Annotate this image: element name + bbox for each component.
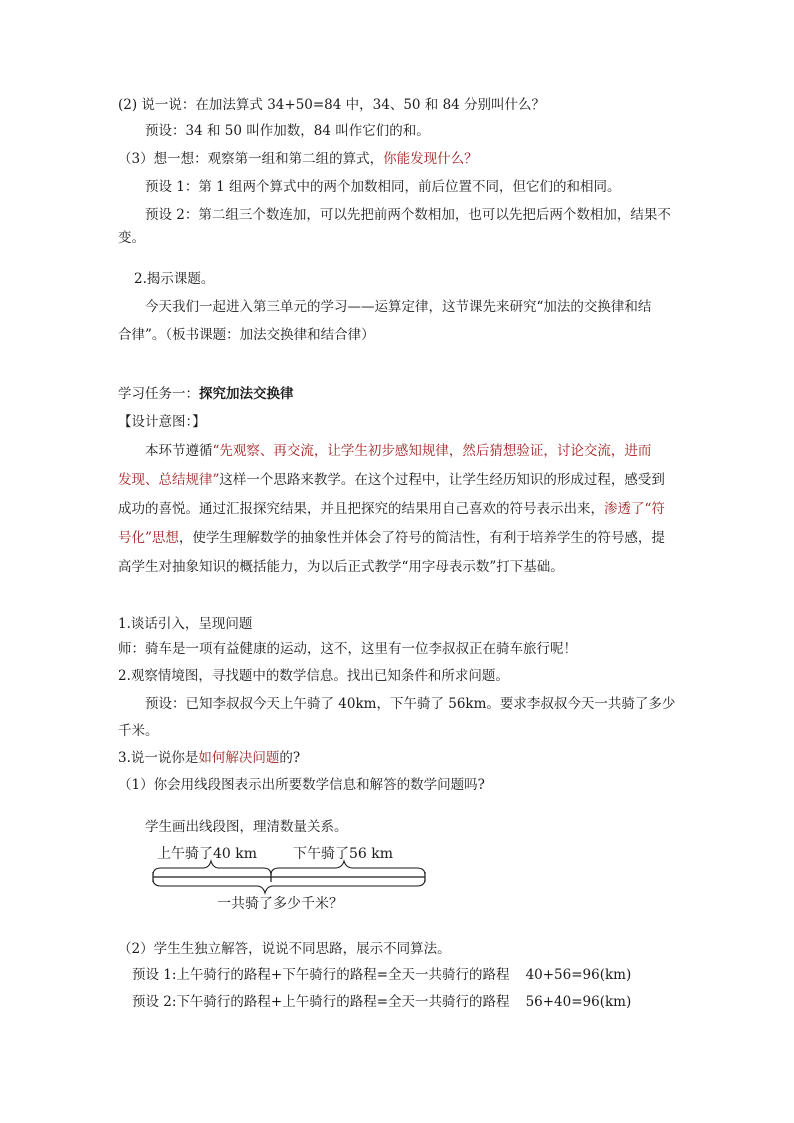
preset-1: 预设 1：第 1 组两个算式中的两个加数相同，前后位置不同，但它们的和相同。 bbox=[145, 179, 621, 195]
question-3 bbox=[118, 150, 478, 168]
reveal-line-2: 合律”。（板书课题：加法交换律和结合律） bbox=[118, 327, 375, 343]
intent-line-3 bbox=[118, 500, 665, 518]
task-heading bbox=[118, 385, 294, 403]
question-3-prefix: （3）想一想：观察第一组和第二组的算式， bbox=[118, 151, 384, 167]
question-3-highlight: 你能发现什么？ bbox=[383, 151, 478, 167]
diagram-total-label: 一共骑了多少千米？ bbox=[217, 896, 343, 912]
step-2: 2.观察情境图，寻找题中的数学信息。找出已知条件和所求问题。 bbox=[118, 668, 509, 684]
intent-highlight: 渗透了“符 bbox=[604, 501, 665, 517]
preset-2-line-2: 变。 bbox=[118, 230, 145, 246]
question-2: (2) 说一说：在加法算式 34+50=84 中，34、50 和 84 分别叫什么？ bbox=[118, 97, 546, 113]
afternoon-brace bbox=[271, 861, 425, 875]
question-2-answer: 预设：34 和 50 叫作加数，84 叫作它们的和。 bbox=[145, 123, 430, 139]
task-prefix: 学习任务一： bbox=[118, 386, 199, 402]
step-3-prefix: 3.说一说你是 bbox=[118, 750, 199, 766]
reveal-line-1: 今天我们一起进入第三单元的学习——运算定律，这节课先来研究“加法的交换律和结 bbox=[145, 299, 652, 315]
preset-a bbox=[132, 966, 631, 984]
step-3-question-2: （2）学生生独立解答，说说不同思路，展示不同算法。 bbox=[118, 941, 451, 957]
diagram-morning-label: 上午骑了40 km bbox=[157, 846, 258, 862]
step-1: 1.谈话引入，呈现问题 bbox=[118, 616, 253, 632]
line-segment-diagram bbox=[145, 835, 435, 915]
intent-line-1 bbox=[145, 442, 651, 460]
intent-text: 成功的喜悦。通过汇报探究结果，并且把探究的结果用自己喜欢的符号表示出来， bbox=[118, 501, 604, 517]
total-brace bbox=[153, 879, 425, 893]
task-title: 探究加法交换律 bbox=[199, 386, 294, 402]
step-2-preset-line-2: 千米。 bbox=[118, 723, 159, 739]
step-3-question-1: （1）你会用线段图表示出所要数学信息和解答的数学问题吗? bbox=[118, 777, 485, 793]
preset-b-formula: 56+40=96(km) bbox=[525, 994, 632, 1010]
preset-b-text: 预设 2:下午骑行的路程+上午骑行的路程=全天一共骑行的路程 bbox=[132, 994, 510, 1010]
step-2-preset-line-1: 预设：已知李叔叔今天上午骑了 40km，下午骑了 56km。要求李叔叔今天一共骑了多少 bbox=[145, 696, 676, 712]
preset-a-formula: 40+56=96(km) bbox=[525, 967, 632, 983]
morning-brace bbox=[153, 861, 271, 875]
diagram-afternoon-label: 下午骑了56 km bbox=[293, 846, 394, 862]
intent-line-4 bbox=[118, 529, 665, 547]
step-3-highlight: 如何解决问题 bbox=[198, 750, 280, 766]
intent-text: 这样一个思路来教学。在这个过程中，让学生经历知识的形成过程，感受到 bbox=[219, 472, 665, 488]
reveal-title: 2.揭示课题。 bbox=[134, 271, 215, 287]
intent-highlight: 号化”思想 bbox=[118, 530, 179, 546]
intent-text: ，使学生理解数学的抽象性并体会了符号的简洁性，有利于培养学生的符号感，提 bbox=[178, 530, 665, 546]
intent-text: 本环节遵循 bbox=[145, 443, 213, 459]
preset-a-text: 预设 1:上午骑行的路程+下午骑行的路程=全天一共骑行的路程 bbox=[132, 967, 510, 983]
preset-b bbox=[132, 993, 631, 1011]
step-3-draw: 学生画出线段图，理清数量关系。 bbox=[145, 819, 348, 835]
step-3-suffix: 的? bbox=[279, 750, 301, 766]
intent-line-2 bbox=[118, 471, 665, 489]
preset-2-line-1: 预设 2：第二组三个数连加，可以先把前两个数相加，也可以先把后两个数相加，结果不 bbox=[145, 207, 671, 223]
intent-highlight: 发现、总结规律” bbox=[118, 472, 220, 488]
intent-highlight: “先观察、再交流，让学生初步感知规律，然后猜想验证，讨论交流，进而 bbox=[212, 443, 652, 459]
step-3 bbox=[118, 749, 300, 767]
intent-line-5: 高学生对抽象知识的概括能力，为以后正式教学“用字母表示数”打下基础。 bbox=[118, 559, 564, 575]
design-intent-label: 【设计意图：】 bbox=[118, 414, 206, 430]
step-1-teacher: 师：骑车是一项有益健康的运动，这不，这里有一位李叔叔正在骑车旅行呢！ bbox=[118, 641, 577, 657]
